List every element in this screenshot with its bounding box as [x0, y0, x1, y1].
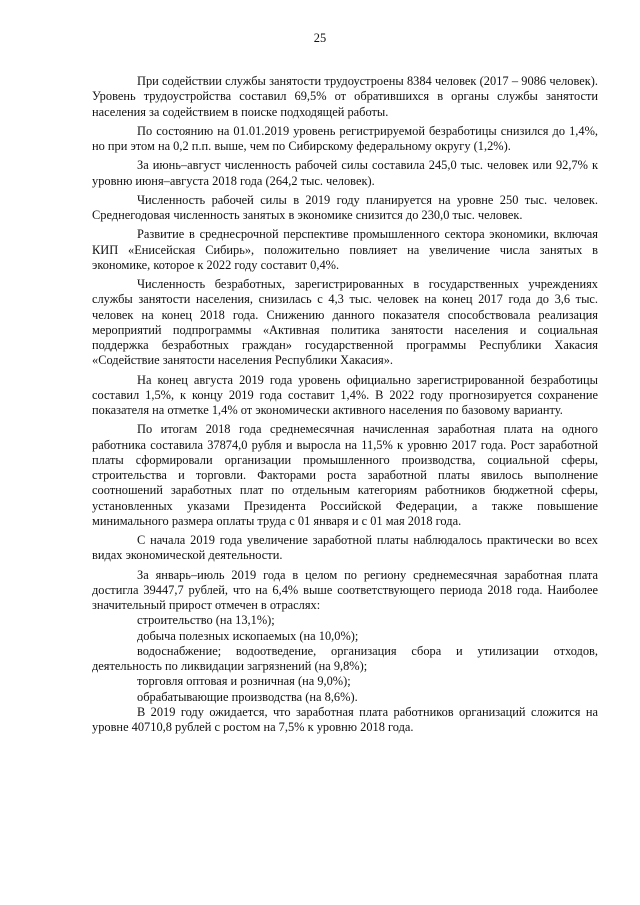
paragraph-labor-force: За июнь–август численность рабочей силы составила 245,0 тыс. человек или 92,7% к уровню июня–августа 2018 года (264,2 тыс. человек).: [92, 158, 598, 188]
list-item: водоснабжение; водоотведение, организация сбора и утилизации отходов, деятельность по ликвидации загрязнений (на 9,8%);: [92, 643, 598, 673]
paragraph-wages-growth: С начала 2019 года увеличение заработной платы наблюдалось практически во всех видах экономической деятельности.: [92, 533, 598, 563]
paragraph-unemployment-rate: По состоянию на 01.01.2019 уровень регистрируемой безработицы снизился до 1,4%, но при этом на 0,2 п.п. выше, чем по Сибирскому федеральному округу (1,2%).: [92, 123, 598, 153]
paragraph-unemployment-forecast: На конец августа 2019 года уровень официально зарегистрированной безработицы составил 1,5%, к концу 2019 года составит 1,4%. В 2022 году прогнозируется сохранение показателя на отметке 1,4% от экономически активного населения по базовому варианту.: [92, 372, 598, 417]
paragraph-wages-forecast: В 2019 году ожидается, что заработная плата работников организаций сложится на уровне 40710,8 рублей с ростом на 7,5% к уровню 2018 года.: [92, 704, 598, 734]
paragraph-wages-2019: За январь–июль 2019 года в целом по региону среднемесячная заработная плата достигла 39447,7 рублей, что на 6,4% выше соответствующего периода 2018 года. Наиболее значительный прирост отмечен в отраслях:: [92, 567, 598, 612]
paragraph-registered-unemployed: Численность безработных, зарегистрированных в государственных учреждениях службы занятости населения, снизилась с 4,3 тыс. человек на конец 2017 года до 3,6 тыс. человек на конец 2018 года. Снижению данного показателя способствовала реализация мероприятий подпрограммы «Активная политика занятости населения и социальная поддержка безработных граждан» государственной программы Республики Хакасия «Содействие занятости населения Республики Хакасия».: [92, 277, 598, 368]
list-item: торговля оптовая и розничная (на 9,0%);: [137, 674, 351, 689]
list-item: строительство (на 13,1%);: [137, 613, 275, 628]
body-text: [92, 74, 598, 739]
paragraph-employment: При содействии службы занятости трудоустроены 8384 человек (2017 – 9086 человек). Уровень трудоустройства составил 69,5% от обратившихся в органы службы занятости населения за содействием в поиске подходящей работы.: [92, 74, 598, 119]
paragraph-industrial-development: Развитие в среднесрочной перспективе промышленного сектора экономики, включая КИП «Енисейская Сибирь», положительно повлияет на увеличение числа занятых в экономике, которое к 2022 году составит 0,4%.: [92, 227, 598, 272]
paragraph-labor-force-plan: Численность рабочей силы в 2019 году планируется на уровне 250 тыс. человек. Среднегодовая численность занятых в экономике снизится до 230,0 тыс. человек.: [92, 192, 598, 222]
page-number: 25: [313, 31, 327, 45]
list-item: обрабатывающие производства (на 8,6%).: [137, 689, 358, 704]
list-item: добыча полезных ископаемых (на 10,0%);: [137, 628, 359, 643]
paragraph-wages-2018: По итогам 2018 года среднемесячная начисленная заработная плата на одного работника составила 37874,0 рубля и выросла на 11,5% к уровню 2017 года. Рост заработной платы сформировали организации промышленного производства, социальной сферы, строительства и торговли. Факторами роста заработной платы явилось выполнение соотношений заработных плат по отдельным категориям работников бюджетной сферы, установленных указами Президента Российской Федерации, а также повышение минимального размера оплаты труда с 01 января и с 01 мая 2018 года.: [92, 422, 598, 528]
industry-growth-list: [92, 613, 598, 705]
